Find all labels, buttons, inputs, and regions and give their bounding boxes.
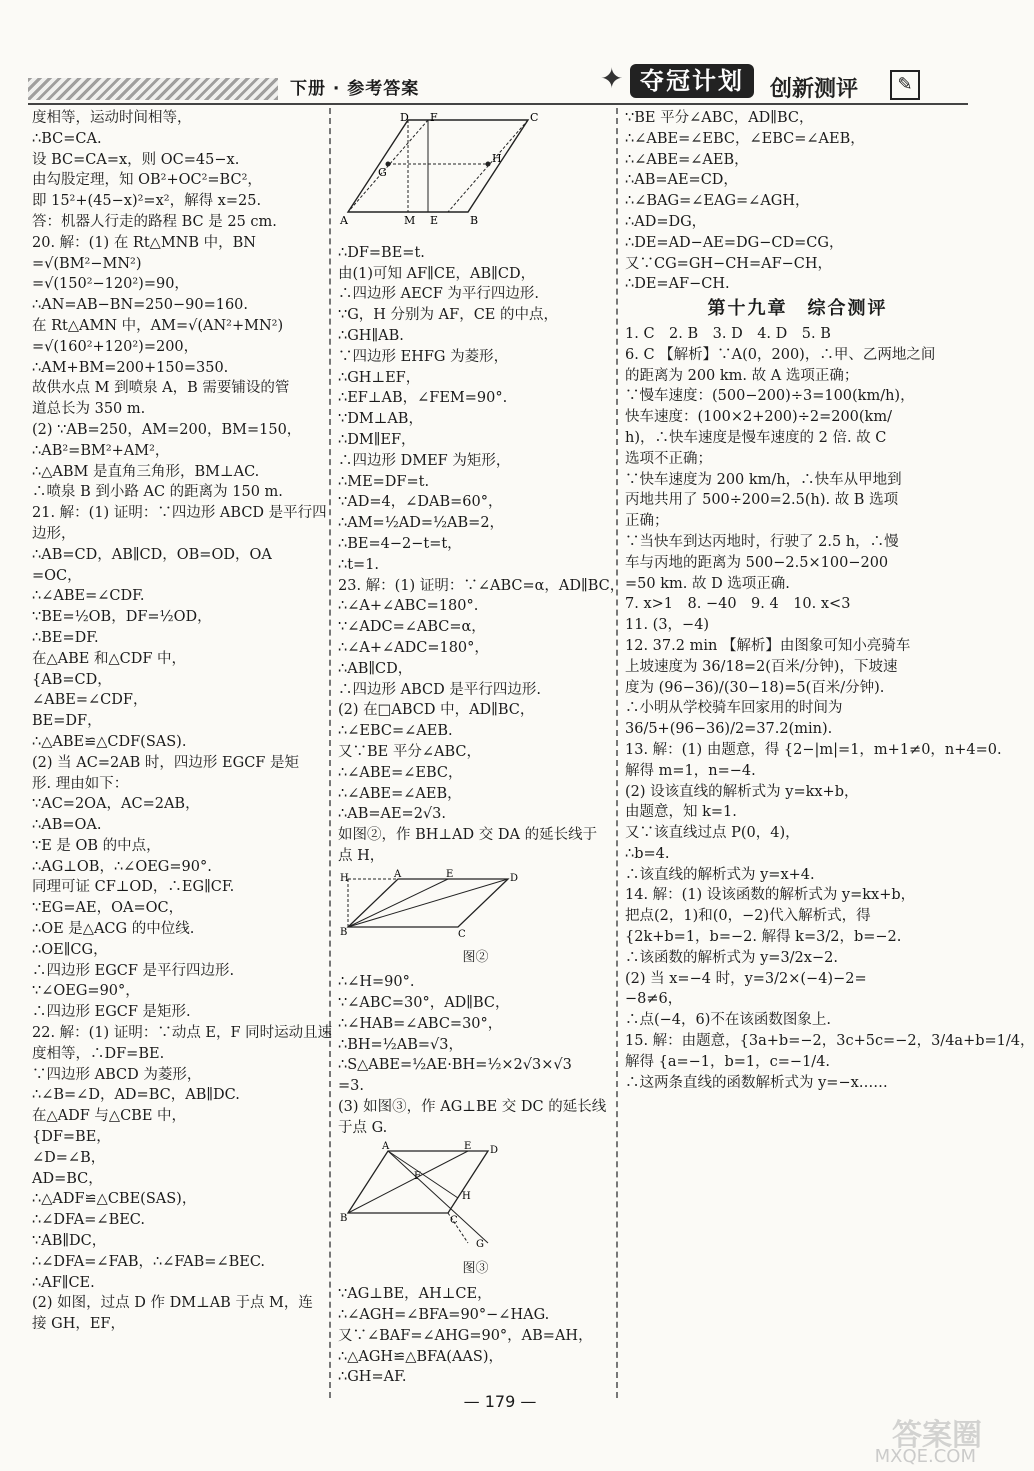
parallelogram-diagram-2 [338,868,519,941]
answer-line: 又∵CG=GH−CH=AF−CH， [625,255,833,272]
answer-column-3 [625,108,1034,1093]
answer-line: 15. 解：由题意，{3a+b=−2，3c+5c=−2，3/4a+b=1/4， [625,1033,1034,1050]
header-rule [28,103,968,105]
watermark-logo: 答案圈 [892,1418,982,1453]
answer-line: 由勾股定理，知 OB²+OC²=BC²， [32,172,262,189]
answer-line: ∴GH=AF. [338,1369,407,1386]
answer-line: ∴△ADF≌△CBE(SAS)， [32,1191,197,1208]
svg-text:E: E [430,214,439,227]
answer-line: 1. C 2. B 3. D 4. D 5. B [625,325,831,342]
answer-line: ∴AG⊥OB，∴∠OEG=90°. [32,858,212,875]
answer-line: =OC， [32,567,82,584]
answer-column-1 [32,108,333,1335]
answer-line: ∵BE 平分∠ABC，AD∥BC， [625,110,814,126]
answer-line: ∴DE=AD−AE=DG−CD=CG， [625,234,844,251]
answer-line: ∵AB∥DC， [32,1233,107,1250]
svg-text:A: A [340,214,348,227]
answer-line: ∴OE 是△ACG 的中位线. [32,921,195,938]
answer-line: ∴四边形 EGCF 是平行四边形. [32,962,235,979]
answer-line: 形. 理由如下： [32,775,129,792]
answer-line: h)，∴快车速度是慢车速度的 2 倍. 故 C [625,429,887,446]
svg-text:C: C [458,928,466,940]
answer-line: ∵∠ADC=∠ABC=α， [338,619,486,636]
answer-line: 在△ABE 和△CDF 中， [32,650,187,667]
answer-line: 点 H， [338,847,385,864]
answer-line: ∴∠A+∠ABC=180°. [338,598,479,615]
answer-line: 在 Rt△AMN 中，AM=√(AN²+MN²) [32,317,284,334]
answer-line: ∠D=∠B， [32,1149,106,1166]
answer-line: ∴∠B=∠D，AD=BC，AB∥DC. [32,1087,240,1104]
answer-line: 又∵BE 平分∠ABC， [338,743,481,760]
svg-text:H: H [340,872,349,884]
answer-line: ∴AB=AE=2√3. [338,806,447,823]
answer-line: 丙地共用了 500÷200=2.5(h). 故 B 选项 [625,492,899,509]
answer-line: ∴DF=BE=t. [338,244,425,261]
header-decor-band [28,78,278,100]
answer-line: ∴△ABE≌△CDF(SAS). [32,733,187,750]
svg-text:C: C [450,1214,458,1226]
answer-line: 解得 m=1，n=−4. [625,762,756,779]
answer-line: =50 km. 故 D 选项正确. [625,575,790,592]
svg-text:H: H [462,1190,471,1202]
answer-line: ∴∠ABE=∠CDF. [32,588,145,605]
svg-text:B: B [470,214,479,227]
answer-line: ∴AB=CD，AB∥CD，OB=OD，OA [32,546,272,563]
answer-line: 接 GH，EF， [32,1316,125,1333]
answer-line: 正确； [625,513,669,530]
svg-text:A: A [382,1140,390,1152]
answer-line: ∵EG=AE，OA=OC， [32,900,184,917]
answer-line: ∴S△ABE=½AE·BH=½×2√3×√3 [338,1057,572,1074]
figure-2-caption: 图② [462,949,489,965]
answer-line: (3) 如图③，作 AG⊥BE 交 DC 的延长线 [338,1099,607,1116]
rhombus-diagram [338,112,538,232]
answer-line: ∵AD=4，∠DAB=60°， [338,494,503,511]
answer-line: ∴OE∥CG， [32,941,108,958]
answer-line: {AB=CD， [32,671,112,688]
answer-line: ∴四边形 ABCD 是平行四边形. [338,681,541,698]
answer-line: ∵DM⊥AB， [338,411,423,428]
answer-line: ∴点(−4，6)不在该函数图象上. [625,1012,832,1029]
figure-rhombus [338,112,613,239]
answer-line: 道总长为 350 m. [32,401,146,418]
answer-line: 21. 解：(1) 证明：∵四边形 ABCD 是平行四 [32,505,327,522]
answer-line: =√(BM²−MN²) [32,255,142,272]
answer-line: ∴∠ABE=∠AEB， [338,785,462,802]
answer-line: ∵∠ABC=30°，AD∥BC， [338,995,510,1012]
answer-line: ∴四边形 DMEF 为矩形， [338,452,511,469]
answer-line: ∵四边形 ABCD 为菱形， [32,1066,202,1083]
answer-line: 于点 G. [338,1119,388,1136]
answer-line: 度相等，运动时间相等， [32,110,192,126]
svg-text:B: B [340,1212,348,1224]
svg-text:M: M [404,214,416,227]
answer-line: −8≠6， [625,991,683,1008]
answer-line: ∴∠ABE=∠AEB， [625,151,749,168]
answer-line: ∴AF∥CE. [32,1274,95,1291]
answer-line: 上坡速度为 36/18=2(百米/分钟)，下坡速 [625,658,898,675]
answer-line: ∴AM=½AD=½AB=2， [338,515,505,532]
answer-line: ∴GH∥AB. [338,327,404,344]
column-divider [329,108,331,1398]
answer-line: 在△ADF 与△CBE 中， [32,1108,187,1125]
answer-line: =√(160²+120²)=200， [32,338,199,355]
page-header [0,0,1000,110]
answer-line: ∴这两条直线的函数解析式为 y=−x…… [625,1074,888,1091]
answer-line: ∴∠DFA=∠FAB，∴∠FAB=∠BEC. [32,1253,266,1270]
answer-line: 快车速度：(100×2+200)÷2=200(km/ [625,409,892,426]
answer-line: ∴AB∥CD， [338,660,413,677]
answer-line: ∴∠HAB=∠ABC=30°， [338,1015,503,1032]
answer-line: (2) 在□ABCD 中，AD∥BC， [338,702,535,719]
answer-line: ∵AG⊥BE，AH⊥CE， [338,1286,492,1303]
answer-line: ∴∠A+∠ADC=180°， [338,639,489,656]
answer-line: 由题意，知 k=1. [625,804,737,821]
answer-line: ∴b=4. [625,845,670,862]
answer-line: ∴∠H=90°. [338,974,415,991]
figure-2 [338,868,613,969]
figure-3-caption: 图③ [462,1261,489,1277]
answer-column-2 [338,108,625,1388]
answer-line: ∴小明从学校骑车回家用的时间为 [625,700,843,717]
answer-line: ∴BE=4−2−t=t， [338,535,462,552]
answer-line: 11. (3，−4) [625,617,710,634]
answer-line: 13. 解：(1) 由题意，得 {2−|m|=1，m+1≠0，n+4=0. [625,741,1002,758]
answer-line: ∴∠BAG=∠EAG=∠AGH， [625,193,810,210]
answer-line: =√(150²−120²)=90， [32,276,189,293]
answer-line: 故供水点 M 到喷泉 A，B 需要铺设的管 [32,380,290,397]
answer-line: 7. x>1 8. −40 9. 4 10. x<3 [625,596,851,613]
svg-text:C: C [530,111,539,124]
answer-line: ∴GH⊥EF， [338,369,421,386]
answer-line: 又∵∠BAF=∠AHG=90°，AB=AH， [338,1327,593,1344]
answer-line: ∵G，H 分别为 AF，CE 的中点， [338,307,558,324]
answer-line: ∴四边形 AECF 为平行四边形. [338,286,540,303]
answer-line: ∴EF⊥AB，∠FEM=90°. [338,390,508,407]
answer-line: 36/5+(96−36)/2=37.2(min). [625,721,833,738]
answer-line: 14. 解：(1) 设该函数的解析式为 y=kx+b， [625,887,916,904]
answer-line: ∴BC=CA. [32,130,102,147]
svg-text:D: D [510,872,519,884]
svg-text:D: D [490,1144,499,1156]
brand-subtitle: 创新测评 [770,77,859,102]
answer-line: =3. [338,1078,364,1095]
answer-line: (2) 当 x=−4 时，y=3/2×(−4)−2= [625,970,867,987]
answer-line: ∴BE=DF. [32,629,99,646]
answer-line: 即 15²+(45−x)²=x²，解得 x=25. [32,193,262,210]
answer-line: ∴四边形 EGCF 是矩形. [32,1004,191,1021]
answer-line: ∴AM+BM=200+150=350. [32,359,229,376]
answer-line: ∴AB²=BM²+AM²， [32,442,170,459]
answer-line: 如图②，作 BH⊥AD 交 DA 的延长线于 [338,827,598,844]
figure-3 [338,1140,613,1281]
answer-line: ∵∠OEG=90°， [32,983,140,1000]
answer-line: 又∵该直线过点 P(0，4)， [625,825,800,842]
answer-line: 度相等，∴DF=BE. [32,1045,165,1062]
svg-text:G: G [476,1238,484,1250]
answer-line: 23. 解：(1) 证明：∵∠ABC=α，AD∥BC， [338,577,625,594]
star-icon: ✦ [600,62,624,95]
answer-line: ∠ABE=∠CDF， [32,692,148,709]
answer-line: 答：机器人行走的路程 BC 是 25 cm. [32,213,277,230]
answer-line: ∴喷泉 B 到小路 AC 的距离为 150 m. [32,484,283,501]
answer-line: ∴∠EBC=∠AEB. [338,723,453,740]
answer-line: 的距离为 200 km. 故 A 选项正确； [625,367,859,384]
answer-line: (2) 如图，过点 D 作 DM⊥AB 于点 M，连 [32,1295,313,1312]
svg-text:G: G [378,166,387,179]
answer-line: ∴ME=DF=t. [338,473,430,490]
answer-line: ∴∠ABE=∠EBC，∠EBC=∠AEB， [625,130,865,147]
answer-line: {DF=BE， [32,1129,111,1146]
answer-line: BE=DF， [32,713,102,730]
answer-line: ∵四边形 EHFG 为菱形， [338,348,509,365]
answer-line: 解得 {a=−1，b=1，c=−1/4. [625,1053,831,1070]
header-title: 下册 · 参考答案 [290,79,420,99]
answer-line: 12. 37.2 min 【解析】由图象可知小亮骑车 [625,637,911,654]
svg-text:F: F [414,1170,421,1182]
answer-line: ∴该直线的解析式为 y=x+4. [625,866,815,883]
answer-line: ∵AC=2OA，AC=2AB， [32,796,200,813]
answer-line: ∴AN=AB−BN=250−90=160. [32,297,249,314]
answer-line: AD=BC， [32,1170,103,1187]
svg-text:F: F [430,111,438,124]
answer-line: ∴AB=AE=CD， [625,172,738,189]
answer-line: 车与丙地的距离为 500−2.5×100−200 [625,554,889,571]
answer-line: ∴t=1. [338,556,380,573]
answer-line: ∴DM∥EF， [338,431,416,448]
answer-line: ∵快车速度为 200 km/h，∴快车从甲地到 [625,471,902,488]
answer-line: 边形， [32,525,76,542]
answer-line: ∴△ABM 是直角三角形，BM⊥AC. [32,463,260,480]
brand-logo: 夺冠计划 [630,64,754,98]
parallelogram-diagram-3 [338,1140,518,1253]
answer-line: ∵当快车到达丙地时，行驶了 2.5 h，∴慢 [625,533,899,550]
answer-line: (2) ∵AB=250，AM=200，BM=150， [32,421,302,438]
watermark-url: MXQE.COM [874,1446,976,1467]
brand-block [600,60,980,104]
answer-line: ∴△AGH≌△BFA(AAS)， [338,1348,503,1365]
answer-line: ∴∠AGH=∠BFA=90°−∠HAG. [338,1307,550,1324]
answer-line: 6. C 【解析】∵A(0，200)，∴甲、乙两地之间 [625,346,936,363]
answer-line: ∵BE=½OB，DF=½OD， [32,609,212,626]
answer-line: 设 BC=CA=x，则 OC=45−x. [32,151,240,168]
svg-text:B: B [340,926,348,938]
answer-line: ∴∠DFA=∠BEC. [32,1212,145,1229]
svg-text:H: H [492,152,502,165]
answer-line: 度为 (96−36)/(30−18)=5(百米/分钟). [625,679,885,696]
answer-line: ∵E 是 OB 的中点， [32,837,161,854]
answer-line: ∴AD=DG， [625,213,707,230]
answer-line: ∴DE=AF−CH. [625,276,730,293]
pencil-icon: ✎ [890,70,920,100]
svg-text:E: E [446,868,454,880]
answer-line: 由(1)可知 AF∥CE，AB∥CD， [338,265,536,282]
answer-line: 22. 解：(1) 证明：∵动点 E，F 同时运动且速 [32,1025,333,1042]
chapter-heading: 第十九章 综合测评 [707,298,888,320]
answer-line: 选项不正确； [625,450,712,467]
page-number: — 179 — [463,1392,537,1411]
svg-text:D: D [400,111,409,124]
svg-text:A: A [394,868,402,880]
answer-line: {2k+b=1，b=−2. 解得 k=3/2，b=−2. [625,929,902,946]
answer-line: 20. 解：(1) 在 Rt△MNB 中，BN [32,234,256,251]
answer-line: ∴∠ABE=∠EBC， [338,764,463,781]
answer-line: (2) 设该直线的解析式为 y=kx+b， [625,783,859,800]
answer-line: ∴该函数的解析式为 y=3/2x−2. [625,949,838,966]
svg-text:E: E [464,1140,472,1152]
answer-line: 把点(2，1)和(0，−2)代入解析式，得 [625,908,871,925]
answer-line: (2) 当 AC=2AB 时，四边形 EGCF 是矩 [32,754,299,771]
answer-line: ∵慢车速度：(500−200)÷3=100(km/h)， [625,388,915,405]
answer-line: ∴AB=OA. [32,817,102,834]
answer-line: 同理可证 CF⊥OD，∴EG∥CF. [32,879,235,896]
column-divider [616,108,618,1398]
answer-line: ∴BH=½AB=√3， [338,1036,463,1053]
